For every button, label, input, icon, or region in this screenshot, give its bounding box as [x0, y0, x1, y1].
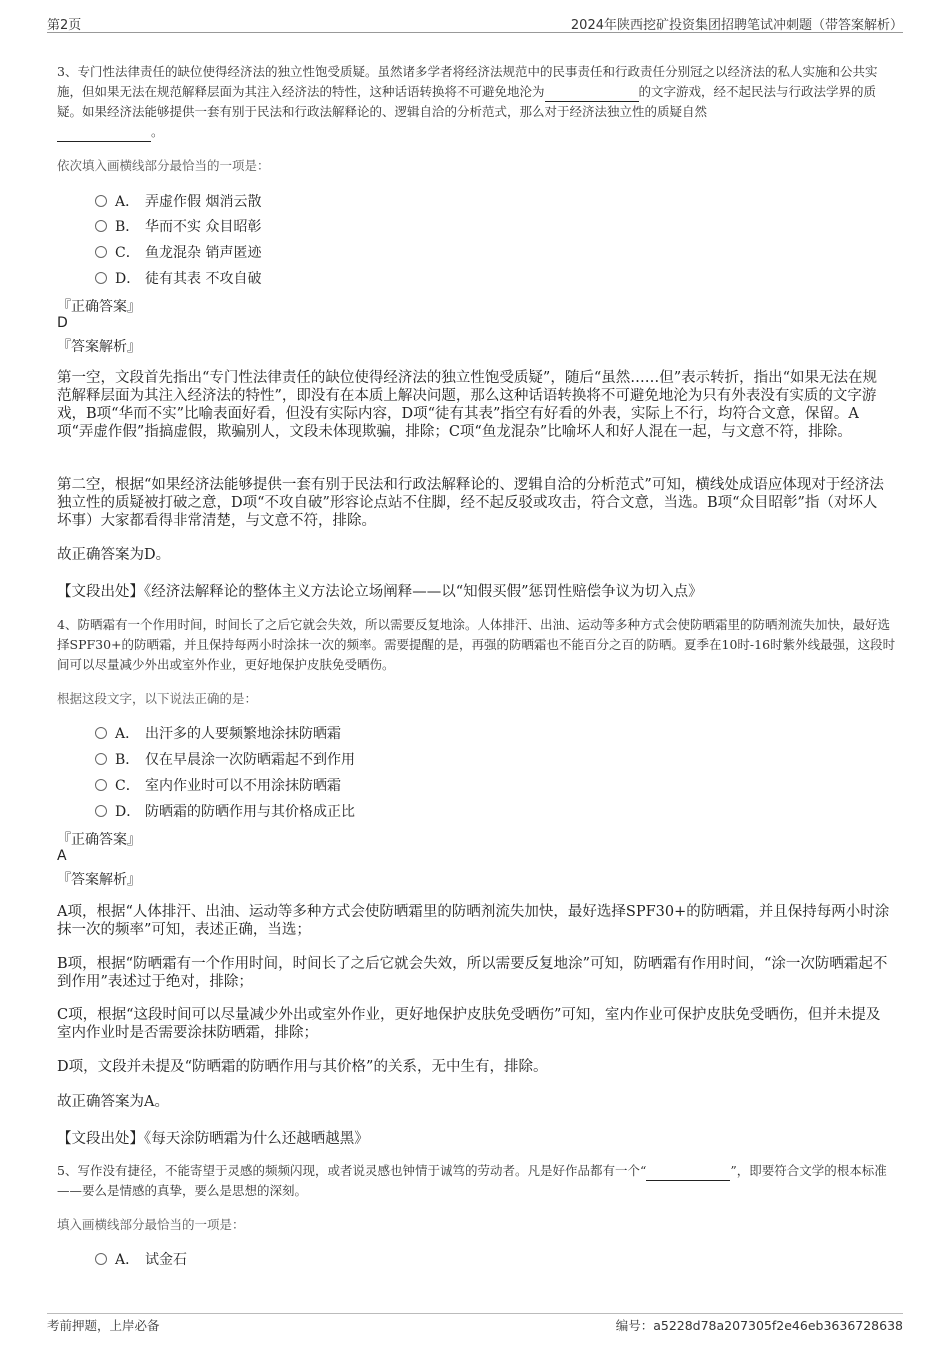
radio-icon[interactable] — [95, 195, 107, 207]
answer-value: D — [57, 315, 68, 331]
radio-icon[interactable] — [95, 805, 107, 817]
option-b[interactable]: B． 仅在早晨涂一次防晒霜起不到作用 — [95, 749, 355, 769]
question-3-prompt: 依次填入画横线部分最恰当的一项是： — [57, 158, 270, 173]
radio-icon[interactable] — [95, 272, 107, 284]
answer-label: 『正确答案』 — [57, 832, 141, 848]
radio-icon[interactable] — [95, 1253, 107, 1265]
question-4-prompt: 根据这段文字，以下说法正确的是： — [57, 691, 258, 706]
option-a[interactable]: A． 弄虚作假 烟消云散 — [95, 191, 261, 211]
radio-icon[interactable] — [95, 727, 107, 739]
answer-label: 『正确答案』 — [57, 299, 141, 315]
fill-blank — [646, 1166, 730, 1181]
radio-icon[interactable] — [95, 753, 107, 765]
document-id: 编号：a5228d78a207305f2e46eb3636728638 — [615, 1318, 903, 1333]
answer-value: A — [57, 848, 67, 864]
option-c[interactable]: C． 鱼龙混杂 销声匿迹 — [95, 242, 261, 262]
option-b[interactable]: B． 华而不实 众目昭彰 — [95, 216, 261, 236]
document-title: 2024年陕西挖矿投资集团招聘笔试冲刺题（带答案解析） — [570, 18, 903, 33]
option-a[interactable]: A． 试金石 — [95, 1249, 187, 1269]
fill-blank — [545, 87, 639, 102]
option-d[interactable]: D． 防晒霜的防晒作用与其价格成正比 — [95, 801, 355, 821]
analysis-paragraph: A项，根据“人体排汗、出油、运动等多种方式会使防晒霜里的防晒剂流失加快，最好选择SPF30+的防晒霜，并且保持每两小时涂抹一次的频率”可知，表述正确，当选； — [57, 904, 890, 938]
page-number: 第2页 — [47, 18, 82, 33]
option-d[interactable]: D． 徒有其表 不攻自破 — [95, 268, 261, 288]
analysis-conclusion: 故正确答案为D。 — [57, 547, 171, 563]
page-footer — [47, 1313, 903, 1334]
footer-slogan: 考前押题，上岸必备 — [47, 1318, 160, 1333]
radio-icon[interactable] — [95, 779, 107, 791]
question-5-stem: 5、写作没有捷径，不能寄望于灵感的频频闪现，或者说灵感也钟情于诚笃的劳动者。凡是好作品都有一个“ ”，即要符合文学的根本标准——要么是情感的真挚，要么是思想的深刻。 — [57, 1163, 887, 1198]
question-4-stem: 4、防晒霜有一个作用时间，时间长了之后它就会失效，所以需要反复地涂。人体排汗、出油、运动等多种方式会使防晒霜里的防晒剂流失加快，最好选择SPF30+的防晒霜，并且保持每两小时涂抹一次的频率。需要提醒的是，再强的防晒霜也不能百分之百的防晒。夏季在10时-16时紫外线最强，这段时间可以尽量减少外出或室外作业，更好地保护皮肤免受晒伤。 — [57, 617, 896, 672]
page-header — [47, 14, 903, 33]
analysis-conclusion: 故正确答案为A。 — [57, 1094, 169, 1110]
analysis-paragraph: D项，文段并未提及“防晒霜的防晒作用与其价格”的关系，无中生有，排除。 — [57, 1059, 548, 1075]
source-citation: 【文段出处】《经济法解释论的整体主义方法论立场阐释——以“知假买假”惩罚性赔偿争议为切入点》 — [57, 584, 703, 600]
analysis-label: 『答案解析』 — [57, 872, 141, 888]
radio-icon[interactable] — [95, 220, 107, 232]
option-c[interactable]: C． 室内作业时可以不用涂抹防晒霜 — [95, 775, 341, 795]
analysis-paragraph: C项，根据“这段时间可以尽量减少外出或室外作业，更好地保护皮肤免受晒伤”可知，室内作业可保护皮肤免受晒伤，但并未提及室内作业时是否需要涂抹防晒霜，排除； — [57, 1007, 881, 1041]
analysis-paragraph: 第二空，根据“如果经济法能够提供一套有别于民法和行政法解释论的、逻辑自洽的分析范式”可知，横线处成语应体现对于经济法独立性的质疑被打破之意，D项“不攻自破”形容论点站不住脚，经不起反驳或攻击，符合文意，当选。B项“众目昭彰”指（对坏人坏事）大家都看得非常清楚，与文意不符，排除。 — [57, 477, 884, 529]
source-citation: 【文段出处】《每天涂防晒霜为什么还越晒越黑》 — [57, 1131, 369, 1147]
analysis-paragraph: 第一空，文段首先指出“专门性法律责任的缺位使得经济法的独立性饱受质疑”，随后“虽然……但”表示转折，指出“如果无法在规范解释层面为其注入经济法的特性”，即没有在本质上解决问题，那么这种话语转换将不可避免地沦为只有外表没有实质的文字游戏，B项“华而不实”比喻表面好看，但没有实际内容，D项“徒有其表”指空有好看的外表，实际上不行，均符合文意，保留。A项“弄虚作假”指搞虚假，欺骗别人，文段未体现欺骗，排除；C项“鱼龙混杂”比喻坏人和好人混在一起，与文意不符，排除。 — [57, 370, 878, 440]
fill-blank — [57, 127, 151, 142]
analysis-label: 『答案解析』 — [57, 339, 141, 355]
question-5-prompt: 填入画横线部分最恰当的一项是： — [57, 1217, 245, 1232]
radio-icon[interactable] — [95, 246, 107, 258]
option-a[interactable]: A． 出汗多的人要频繁地涂抹防晒霜 — [95, 723, 341, 743]
analysis-paragraph: B项，根据“防晒霜有一个作用时间，时间长了之后它就会失效，所以需要反复地涂”可知，防晒霜有作用时间，“涂一次防晒霜起不到作用”表述过于绝对，排除； — [57, 956, 888, 990]
question-3-stem: 3、专门性法律责任的缺位使得经济法的独立性饱受质疑。虽然诸多学者将经济法规范中的民事责任和行政责任分别冠之以经济法的私人实施和公共实施，但如果无法在规范解释层面为其注入经济法的特性，这种话语转换将不可避免地沦为 的文字游戏，经不起民法与行政法学界的质疑。如果经济法能够提供一套有别于民法和行政法解释论的、逻辑自洽的分析范式，那么对于经济法独立性的质疑自然 。 — [57, 62, 897, 142]
